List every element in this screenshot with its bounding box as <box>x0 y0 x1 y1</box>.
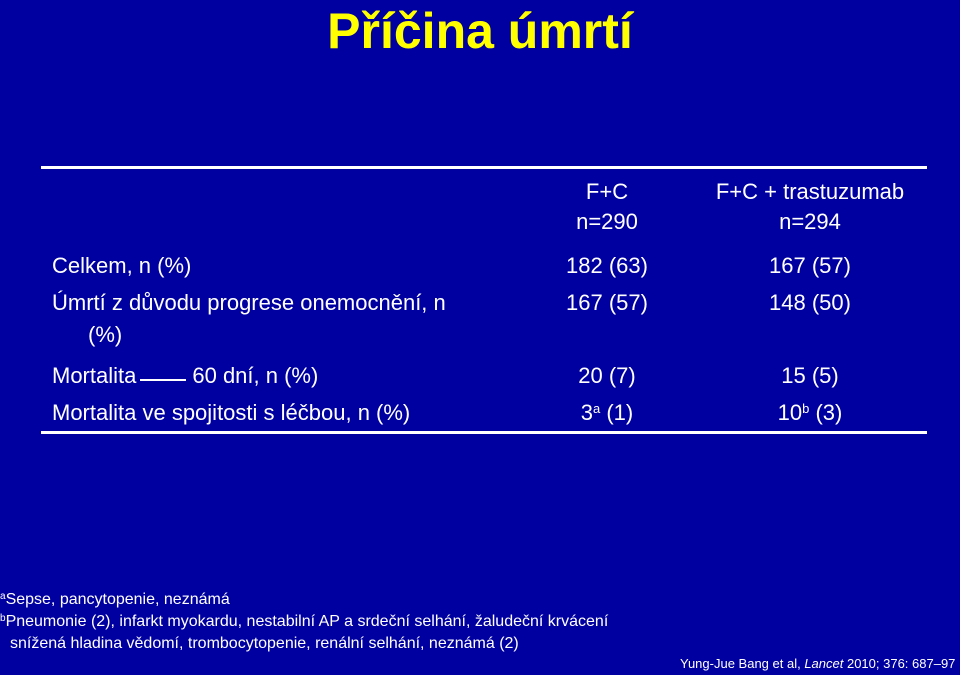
row-label-line1: Úmrtí z důvodu progrese onemocnění, n <box>52 290 446 315</box>
footnote-b-marker: b <box>0 613 6 624</box>
footnote-b <box>0 611 608 633</box>
column-header-fc-name: F+C <box>585 179 629 204</box>
footnotes <box>0 589 608 655</box>
row-value-fc-trastuzumab: 167 (57) <box>769 253 851 278</box>
footnote-marker-b: b <box>802 401 810 416</box>
dash-line <box>140 379 186 381</box>
row-label-post: 60 dní, n (%) <box>192 363 319 388</box>
row-label: Celkem, n (%) <box>52 253 192 278</box>
citation-details: 2010; 376: 687–97 <box>843 656 956 671</box>
footnote-a-marker: a <box>0 591 6 602</box>
footnote-b-line2: snížená hladina vědomí, trombocytopenie, renální selhání, neznámá (2) <box>10 635 519 652</box>
row-label-line2: (%) <box>88 322 123 347</box>
footnote-b-text: Pneumonie (2), infarkt myokardu, nestabilní AP a srdeční selhání, žaludeční krvácení <box>5 613 609 630</box>
citation-journal: Lancet <box>804 656 844 671</box>
value-rest: (3) <box>809 400 843 425</box>
value-number: 10 <box>777 400 803 425</box>
row-label-pre: Mortalita <box>52 363 137 388</box>
slide-title: Příčina úmrtí <box>327 3 633 59</box>
value-rest: (1) <box>600 400 634 425</box>
footnote-marker-a: a <box>593 401 601 416</box>
row-value-fc: 20 (7) <box>578 363 636 388</box>
value-number: 3 <box>580 400 593 425</box>
row-label <box>52 287 522 351</box>
table-bottom-rule <box>41 431 927 434</box>
citation <box>680 655 955 673</box>
column-header-fc-trastuzumab-n: n=294 <box>779 209 841 234</box>
row-value-fc-trastuzumab: 148 (50) <box>769 290 851 315</box>
table-top-rule <box>41 166 927 169</box>
column-header-fc-n: n=290 <box>576 209 638 234</box>
footnote-a <box>0 589 608 611</box>
row-value-fc-trastuzumab: 15 (5) <box>781 363 839 388</box>
column-header-fc-trastuzumab-name: F+C + trastuzumab <box>715 179 905 204</box>
row-label <box>52 360 522 392</box>
row-value-fc: 167 (57) <box>566 290 648 315</box>
column-header-fc-trastuzumab <box>688 177 932 237</box>
row-label: Mortalita ve spojitosti s léčbou, n (%) <box>52 400 411 425</box>
row-value-fc-trastuzumab <box>688 397 932 429</box>
row-value-fc <box>520 397 694 429</box>
citation-authors: Yung-Jue Bang et al, <box>680 656 805 671</box>
column-header-fc <box>520 177 694 237</box>
footnote-a-text: Sepse, pancytopenie, neznámá <box>5 591 230 608</box>
row-value-fc: 182 (63) <box>566 253 648 278</box>
